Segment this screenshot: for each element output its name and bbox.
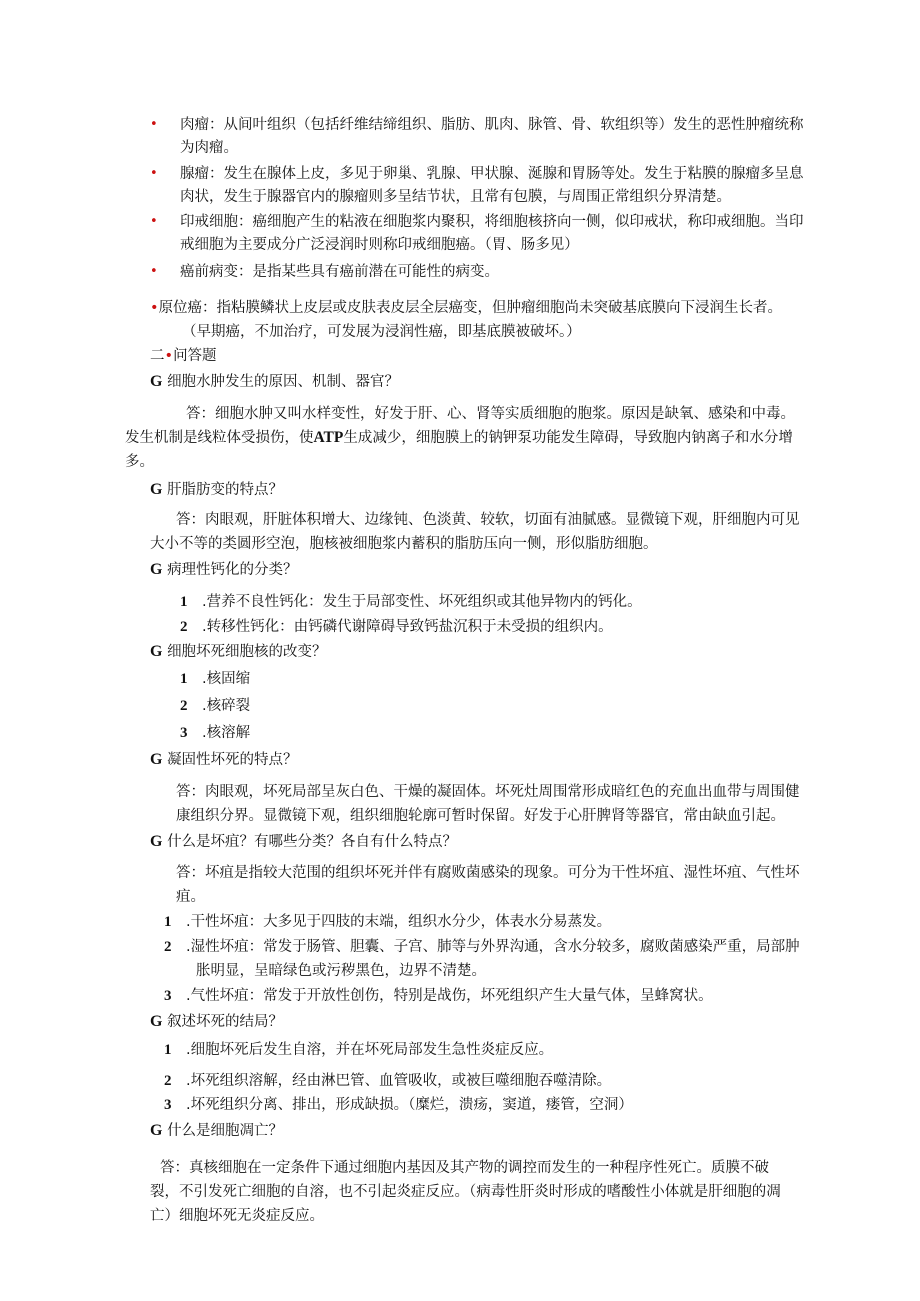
- item-number: 1: [180, 671, 188, 687]
- item-text: .干性坏疽：大多见于四肢的末端，组织水分少，体表水分易蒸发。: [186, 914, 612, 930]
- question-3: [150, 560, 298, 580]
- bullet-marker: •: [150, 166, 158, 181]
- bullet-marker: •: [164, 348, 174, 364]
- list-item: [164, 912, 611, 932]
- question-text: 叙述坏死的结局？: [167, 1014, 284, 1030]
- item-number: 2: [164, 1073, 172, 1089]
- carcinoma-in-situ-text: 原位癌：指粘膜鳞状上皮层或皮肤表皮层全层癌变，但肿瘤细胞尚未突破基底膜向下浸润生长者。: [158, 300, 783, 316]
- item-text: .坏死组织分离、排出，形成缺损。（糜烂，溃疡，窦道，瘘管，空洞）: [186, 1097, 633, 1113]
- answer-1-line1: 答：细胞水肿又叫水样变性，好发于肝、心、肾等实质细胞的胞浆。原因是缺氧、感染和中毒。: [186, 406, 795, 422]
- question-5: [150, 750, 298, 770]
- question-6: [150, 832, 457, 852]
- list-item: [164, 1095, 633, 1115]
- term-precancerous-line1: 癌前病变：是指某些具有癌前潜在可能性的病变。: [180, 264, 499, 280]
- bullet-marker: •: [150, 214, 158, 229]
- list-item: [180, 592, 642, 612]
- item-text: .湿性坏疽：常发于肠管、胆囊、子宫、肺等与外界沟通，含水分较多，腐败菌感染严重，局部肿: [186, 939, 800, 955]
- question-marker: G: [150, 643, 163, 660]
- term-sarcoma-line1: 肉瘤：从间叶组织（包括纤维结缔组织、脂肪、肌肉、脉管、骨、软组织等）发生的恶性肿瘤统称: [180, 117, 804, 133]
- item-text: .细胞坏死后发生自溶，并在坏死局部发生急性炎症反应。: [186, 1042, 554, 1058]
- answer-1-line3: 多。: [125, 454, 154, 470]
- question-marker: G: [150, 1013, 163, 1030]
- question-marker: G: [150, 373, 163, 390]
- bullet-marker: •: [150, 117, 158, 132]
- question-7: [150, 1012, 283, 1032]
- answer-8-line2: 裂，不引发死亡细胞的自溶，也不引起炎症反应。（病毒性肝炎时形成的嗜酸性小体就是肝细胞的凋: [150, 1184, 781, 1200]
- list-item: [164, 937, 800, 957]
- list-item: [164, 1040, 553, 1060]
- item-number: 1: [164, 1042, 172, 1058]
- question-text: 凝固性坏死的特点？: [167, 752, 298, 768]
- item-number: 1: [164, 914, 172, 930]
- question-text: 什么是细胞凋亡？: [167, 1123, 284, 1139]
- term-signet-ring-line1: 印戒细胞：癌细胞产生的粘液在细胞浆内聚积，将细胞核挤向一侧，似印戒状，称印戒细胞。当印: [180, 214, 804, 230]
- item-text: .核溶解: [202, 725, 251, 741]
- list-item: [164, 1071, 611, 1091]
- section-title: 问答题: [173, 348, 217, 364]
- question-marker: G: [150, 751, 163, 768]
- list-item: [180, 696, 250, 716]
- answer-8-line3: 亡）细胞坏死无炎症反应。: [150, 1208, 324, 1224]
- item-number: 3: [180, 725, 188, 741]
- item-text: .核固缩: [202, 671, 251, 687]
- item-number: 3: [164, 988, 172, 1004]
- question-4: [150, 642, 327, 662]
- list-item: [164, 986, 713, 1006]
- answer-2-line1: 答：肉眼观，肝脏体积增大、边缘钝、色淡黄、较软，切面有油腻感。显微镜下观，肝细胞内可见: [176, 512, 800, 528]
- term-adenoma-line1: 腺瘤：发生在腺体上皮，多见于卵巢、乳腺、甲状腺、涎腺和胃肠等处。发生于粘膜的腺瘤多呈息: [180, 166, 804, 182]
- item-number: 1: [180, 594, 188, 610]
- item-text: .营养不良性钙化：发生于局部变性、坏死组织或其他异物内的钙化。: [202, 594, 642, 610]
- question-2: [150, 480, 283, 500]
- question-text: 细胞水肿发生的原因、机制、器官？: [167, 374, 400, 390]
- list-item: [180, 723, 250, 743]
- item-number: 3: [164, 1097, 172, 1113]
- carcinoma-in-situ-line1: [150, 298, 782, 318]
- question-1: [150, 372, 399, 392]
- answer-text: 发生机制是线粒体受损伤，使: [125, 430, 314, 446]
- carcinoma-in-situ-line2: （早期癌，不加治疗，可发展为浸润性癌，即基底膜被破坏。）: [182, 324, 581, 340]
- term-signet-ring-line2: 戒细胞为主要成分广泛浸润时则称印戒细胞癌。（胃、肠多见）: [180, 237, 579, 253]
- bullet-marker: •: [150, 264, 158, 279]
- answer-8-line1: 答：真核细胞在一定条件下通过细胞内基因及其产物的调控而发生的一种程序性死亡。质膜不破: [160, 1160, 769, 1176]
- item-text: .核碎裂: [202, 698, 251, 714]
- section-heading: [150, 346, 217, 366]
- item-number: 2: [180, 698, 188, 714]
- item-number: 2: [164, 939, 172, 955]
- question-text: 什么是坏疽？有哪些分类？各自有什么特点？: [167, 834, 458, 850]
- item-text: .气性坏疽：常发于开放性创伤，特别是战伤，坏死组织产生大量气体，呈蜂窝状。: [186, 988, 713, 1004]
- question-marker: G: [150, 833, 163, 850]
- question-text: 细胞坏死细胞核的改变？: [167, 644, 327, 660]
- term-sarcoma-line2: 为肉瘤。: [180, 140, 238, 156]
- answer-5-line1: 答：肉眼观，坏死局部呈灰白色、干燥的凝固体。坏死灶周围常形成暗红色的充血出血带与周围健: [176, 784, 800, 800]
- answer-2-line2: 大小不等的类圆形空泡，胞核被细胞浆内蓄积的脂肪压向一侧，形似脂肪细胞。: [150, 536, 658, 552]
- list-item: [180, 669, 250, 689]
- question-text: 肝脂肪变的特点？: [167, 482, 284, 498]
- list-item-continuation: 胀明显，呈暗绿色或污秽黑色，边界不清楚。: [196, 963, 486, 979]
- section-number: 二: [150, 348, 165, 364]
- item-text: .坏死组织溶解，经由淋巴管、血管吸收，或被巨噬细胞吞噬清除。: [186, 1073, 612, 1089]
- question-marker: G: [150, 1122, 163, 1139]
- answer-text: 生成减少，细胞膜上的钠钾泵功能发生障碍，导致胞内钠离子和水分增: [343, 430, 793, 446]
- bullet-marker: •: [150, 300, 159, 316]
- answer-1-line2: [125, 428, 793, 448]
- list-item: [180, 617, 613, 637]
- answer-5-line2: 康组织分界。显微镜下观，组织细胞轮廓可暂时保留。好发于心肝脾肾等器官，常由缺血引起。: [176, 808, 785, 824]
- item-text: .转移性钙化：由钙磷代谢障碍导致钙盐沉积于未受损的组织内。: [202, 619, 613, 635]
- question-marker: G: [150, 561, 163, 578]
- answer-6-line1: 答：坏疽是指较大范围的组织坏死并伴有腐败菌感染的现象。可分为干性坏疽、湿性坏疽、气性坏: [176, 865, 800, 881]
- question-marker: G: [150, 481, 163, 498]
- answer-6-line2: 疽。: [176, 889, 205, 905]
- term-adenoma-line2: 肉状，发生于腺器官内的腺瘤则多呈结节状，且常有包膜，与周围正常组织分界清楚。: [180, 189, 731, 205]
- atp-term: ATP: [313, 429, 344, 446]
- question-8: [150, 1121, 283, 1141]
- item-number: 2: [180, 619, 188, 635]
- question-text: 病理性钙化的分类？: [167, 562, 298, 578]
